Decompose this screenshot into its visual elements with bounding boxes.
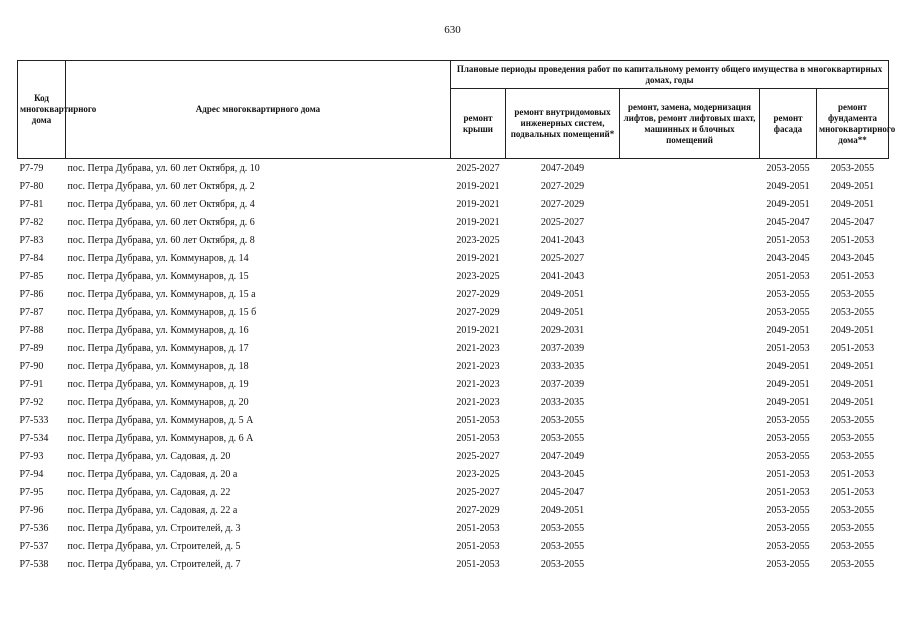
cell-foundation: 2053-2055 <box>830 522 875 534</box>
cell-elevators <box>620 483 760 501</box>
cell-code: P7-537 <box>19 540 49 552</box>
cell-address: пос. Петра Дубрава, ул. Коммунаров, д. 20 <box>67 396 249 408</box>
cell-elevators <box>620 357 760 375</box>
cell-address: пос. Петра Дубрава, ул. Садовая, д. 22 <box>67 486 231 498</box>
cell-facade: 2051-2053 <box>766 234 810 246</box>
cell-facade: 2053-2055 <box>766 522 810 534</box>
cell-code: P7-81 <box>19 198 44 210</box>
cell-engineering: 2043-2045 <box>540 468 585 480</box>
cell-facade: 2053-2055 <box>766 432 810 444</box>
cell-engineering: 2053-2055 <box>540 540 585 552</box>
cell-elevators <box>620 501 760 519</box>
cell-address: пос. Петра Дубрава, ул. Садовая, д. 20 а <box>67 468 238 480</box>
cell-roof: 2051-2053 <box>456 558 500 570</box>
cell-engineering: 2041-2043 <box>540 270 585 282</box>
cell-facade: 2053-2055 <box>766 288 810 300</box>
cell-foundation: 2053-2055 <box>830 504 875 516</box>
cell-facade: 2045-2047 <box>766 216 810 228</box>
header-foundation: ремонт фундамента многоквартирного дома** <box>817 89 889 159</box>
cell-roof: 2025-2027 <box>456 162 500 174</box>
cell-elevators <box>620 321 760 339</box>
cell-foundation: 2049-2051 <box>830 180 875 192</box>
cell-foundation: 2053-2055 <box>830 288 875 300</box>
table-row <box>18 501 889 519</box>
cell-engineering: 2047-2049 <box>540 450 585 462</box>
cell-roof: 2023-2025 <box>456 270 500 282</box>
cell-elevators <box>620 393 760 411</box>
cell-code: P7-92 <box>19 396 44 408</box>
cell-code: P7-79 <box>19 162 44 174</box>
cell-foundation: 2049-2051 <box>830 396 875 408</box>
cell-roof: 2019-2021 <box>456 198 500 210</box>
cell-foundation: 2053-2055 <box>830 414 875 426</box>
cell-address: пос. Петра Дубрава, ул. Коммунаров, д. 15 а <box>67 288 256 300</box>
table-row <box>18 555 889 573</box>
cell-code: P7-88 <box>19 324 44 336</box>
cell-address: пос. Петра Дубрава, ул. Коммунаров, д. 15 <box>67 270 249 282</box>
cell-elevators <box>620 213 760 231</box>
cell-engineering: 2049-2051 <box>540 306 585 318</box>
cell-elevators <box>620 177 760 195</box>
cell-foundation: 2051-2053 <box>830 468 875 480</box>
cell-roof: 2027-2029 <box>456 504 500 516</box>
cell-engineering: 2033-2035 <box>540 396 585 408</box>
cell-facade: 2049-2051 <box>766 324 810 336</box>
cell-facade: 2051-2053 <box>766 468 810 480</box>
table-row <box>18 303 889 321</box>
cell-elevators <box>620 249 760 267</box>
cell-foundation: 2053-2055 <box>830 540 875 552</box>
table-row <box>18 231 889 249</box>
cell-address: пос. Петра Дубрава, ул. Коммунаров, д. 5 А <box>67 414 254 426</box>
cell-address: пос. Петра Дубрава, ул. 60 лет Октября, д. 2 <box>67 180 255 192</box>
cell-foundation: 2053-2055 <box>830 450 875 462</box>
cell-address: пос. Петра Дубрава, ул. Коммунаров, д. 6 А <box>67 432 254 444</box>
cell-address: пос. Петра Дубрава, ул. Коммунаров, д. 15 б <box>67 306 257 318</box>
cell-facade: 2049-2051 <box>766 198 810 210</box>
cell-engineering: 2053-2055 <box>540 414 585 426</box>
table-row <box>18 159 889 178</box>
cell-elevators <box>620 267 760 285</box>
cell-engineering: 2025-2027 <box>540 252 585 264</box>
cell-engineering: 2037-2039 <box>540 342 585 354</box>
cell-roof: 2027-2029 <box>456 288 500 300</box>
cell-code: P7-87 <box>19 306 44 318</box>
cell-code: P7-538 <box>19 558 49 570</box>
header-address: Адрес многоквартирного дома <box>66 61 451 159</box>
table-row <box>18 285 889 303</box>
cell-facade: 2053-2055 <box>766 450 810 462</box>
table-row <box>18 429 889 447</box>
cell-address: пос. Петра Дубрава, ул. Коммунаров, д. 18 <box>67 360 249 372</box>
table-row <box>18 483 889 501</box>
cell-engineering: 2053-2055 <box>540 432 585 444</box>
cell-code: P7-80 <box>19 180 44 192</box>
header-engineering: ремонт внутридомовых инженерных систем, подвальных помещений* <box>506 89 620 159</box>
cell-code: P7-94 <box>19 468 44 480</box>
cell-engineering: 2033-2035 <box>540 360 585 372</box>
cell-roof: 2019-2021 <box>456 216 500 228</box>
cell-address: пос. Петра Дубрава, ул. 60 лет Октября, д. 4 <box>67 198 255 210</box>
cell-elevators <box>620 519 760 537</box>
cell-code: P7-85 <box>19 270 44 282</box>
cell-facade: 2051-2053 <box>766 486 810 498</box>
cell-roof: 2051-2053 <box>456 522 500 534</box>
cell-engineering: 2029-2031 <box>540 324 585 336</box>
cell-engineering: 2027-2029 <box>540 180 585 192</box>
cell-foundation: 2045-2047 <box>830 216 875 228</box>
repair-schedule-table <box>17 60 896 573</box>
cell-elevators <box>620 195 760 213</box>
cell-roof: 2021-2023 <box>456 396 500 408</box>
cell-foundation: 2049-2051 <box>830 378 875 390</box>
cell-roof: 2051-2053 <box>456 432 500 444</box>
page-number: 630 <box>444 24 461 36</box>
cell-roof: 2019-2021 <box>456 324 500 336</box>
table-body <box>18 159 889 574</box>
table-row <box>18 465 889 483</box>
cell-code: P7-91 <box>19 378 44 390</box>
header-facade: ремонт фасада <box>760 89 817 159</box>
cell-foundation: 2051-2053 <box>830 234 875 246</box>
cell-address: пос. Петра Дубрава, ул. 60 лет Октября, д. 6 <box>67 216 255 228</box>
cell-facade: 2053-2055 <box>766 306 810 318</box>
cell-roof: 2023-2025 <box>456 468 500 480</box>
cell-foundation: 2049-2051 <box>830 360 875 372</box>
cell-foundation: 2053-2055 <box>830 558 875 570</box>
table-row <box>18 339 889 357</box>
table-row <box>18 411 889 429</box>
cell-code: P7-89 <box>19 342 44 354</box>
cell-foundation: 2051-2053 <box>830 342 875 354</box>
table-row <box>18 195 889 213</box>
table-row <box>18 393 889 411</box>
cell-address: пос. Петра Дубрава, ул. Садовая, д. 22 а <box>67 504 238 516</box>
table-header <box>18 61 896 159</box>
cell-engineering: 2053-2055 <box>540 522 585 534</box>
table-row <box>18 249 889 267</box>
cell-roof: 2021-2023 <box>456 378 500 390</box>
table-row <box>18 213 889 231</box>
cell-facade: 2053-2055 <box>766 540 810 552</box>
cell-elevators <box>620 447 760 465</box>
cell-roof: 2025-2027 <box>456 450 500 462</box>
cell-roof: 2025-2027 <box>456 486 500 498</box>
cell-facade: 2049-2051 <box>766 360 810 372</box>
cell-code: P7-95 <box>19 486 44 498</box>
cell-elevators <box>620 339 760 357</box>
cell-engineering: 2037-2039 <box>540 378 585 390</box>
cell-address: пос. Петра Дубрава, ул. Строителей, д. 7 <box>67 558 241 570</box>
cell-elevators <box>620 303 760 321</box>
cell-engineering: 2053-2055 <box>540 558 585 570</box>
cell-facade: 2053-2055 <box>766 414 810 426</box>
cell-roof: 2019-2021 <box>456 252 500 264</box>
cell-facade: 2051-2053 <box>766 270 810 282</box>
cell-elevators <box>620 375 760 393</box>
cell-code: P7-534 <box>19 432 49 444</box>
cell-foundation: 2049-2051 <box>830 324 875 336</box>
cell-code: P7-83 <box>19 234 44 246</box>
cell-code: P7-93 <box>19 450 44 462</box>
cell-address: пос. Петра Дубрава, ул. Коммунаров, д. 17 <box>67 342 249 354</box>
cell-code: P7-84 <box>19 252 44 264</box>
cell-elevators <box>620 537 760 555</box>
table-row <box>18 357 889 375</box>
cell-engineering: 2025-2027 <box>540 216 585 228</box>
cell-facade: 2053-2055 <box>766 504 810 516</box>
cell-engineering: 2049-2051 <box>540 288 585 300</box>
cell-roof: 2023-2025 <box>456 234 500 246</box>
cell-engineering: 2047-2049 <box>540 162 585 174</box>
cell-engineering: 2049-2051 <box>540 504 585 516</box>
cell-elevators <box>620 285 760 303</box>
cell-elevators <box>620 429 760 447</box>
cell-address: пос. Петра Дубрава, ул. 60 лет Октября, д. 10 <box>67 162 260 174</box>
cell-code: P7-536 <box>19 522 49 534</box>
cell-foundation: 2053-2055 <box>830 432 875 444</box>
cell-facade: 2043-2045 <box>766 252 810 264</box>
cell-code: P7-82 <box>19 216 44 228</box>
cell-code: P7-86 <box>19 288 44 300</box>
cell-facade: 2053-2055 <box>766 162 810 174</box>
cell-elevators <box>620 231 760 249</box>
table-row <box>18 375 889 393</box>
cell-roof: 2021-2023 <box>456 342 500 354</box>
cell-roof: 2019-2021 <box>456 180 500 192</box>
cell-code: P7-533 <box>19 414 49 426</box>
cell-address: пос. Петра Дубрава, ул. Садовая, д. 20 <box>67 450 231 462</box>
cell-foundation: 2053-2055 <box>830 306 875 318</box>
header-code: Код многоквартирного дома <box>18 61 66 159</box>
table-row <box>18 321 889 339</box>
cell-roof: 2051-2053 <box>456 540 500 552</box>
cell-foundation: 2053-2055 <box>830 162 875 174</box>
cell-elevators <box>620 465 760 483</box>
header-periods: Плановые периоды проведения работ по капитальному ремонту общего имущества в многоквартирных домах, годы <box>451 61 889 89</box>
cell-code: P7-90 <box>19 360 44 372</box>
cell-elevators <box>620 411 760 429</box>
cell-engineering: 2027-2029 <box>540 198 585 210</box>
cell-roof: 2021-2023 <box>456 360 500 372</box>
cell-address: пос. Петра Дубрава, ул. Коммунаров, д. 14 <box>67 252 249 264</box>
cell-facade: 2049-2051 <box>766 396 810 408</box>
header-elevators: ремонт, замена, модернизация лифтов, ремонт лифтовых шахт, машинных и блочных помещений <box>620 89 760 159</box>
table-row <box>18 267 889 285</box>
cell-facade: 2049-2051 <box>766 180 810 192</box>
table-row <box>18 177 889 195</box>
cell-address: пос. Петра Дубрава, ул. Коммунаров, д. 16 <box>67 324 249 336</box>
header-roof: ремонт крыши <box>451 89 506 159</box>
cell-elevators <box>620 159 760 178</box>
cell-address: пос. Петра Дубрава, ул. Строителей, д. 3 <box>67 522 241 534</box>
cell-roof: 2051-2053 <box>456 414 500 426</box>
cell-foundation: 2049-2051 <box>830 198 875 210</box>
cell-foundation: 2051-2053 <box>830 486 875 498</box>
cell-engineering: 2041-2043 <box>540 234 585 246</box>
table-row <box>18 537 889 555</box>
cell-foundation: 2051-2053 <box>830 270 875 282</box>
cell-facade: 2051-2053 <box>766 342 810 354</box>
cell-address: пос. Петра Дубрава, ул. Строителей, д. 5 <box>67 540 241 552</box>
table-row <box>18 447 889 465</box>
cell-elevators <box>620 555 760 573</box>
cell-facade: 2053-2055 <box>766 558 810 570</box>
table-row <box>18 519 889 537</box>
cell-facade: 2049-2051 <box>766 378 810 390</box>
cell-code: P7-96 <box>19 504 44 516</box>
cell-engineering: 2045-2047 <box>540 486 585 498</box>
cell-roof: 2027-2029 <box>456 306 500 318</box>
cell-foundation: 2043-2045 <box>830 252 875 264</box>
cell-address: пос. Петра Дубрава, ул. Коммунаров, д. 19 <box>67 378 249 390</box>
cell-address: пос. Петра Дубрава, ул. 60 лет Октября, д. 8 <box>67 234 255 246</box>
